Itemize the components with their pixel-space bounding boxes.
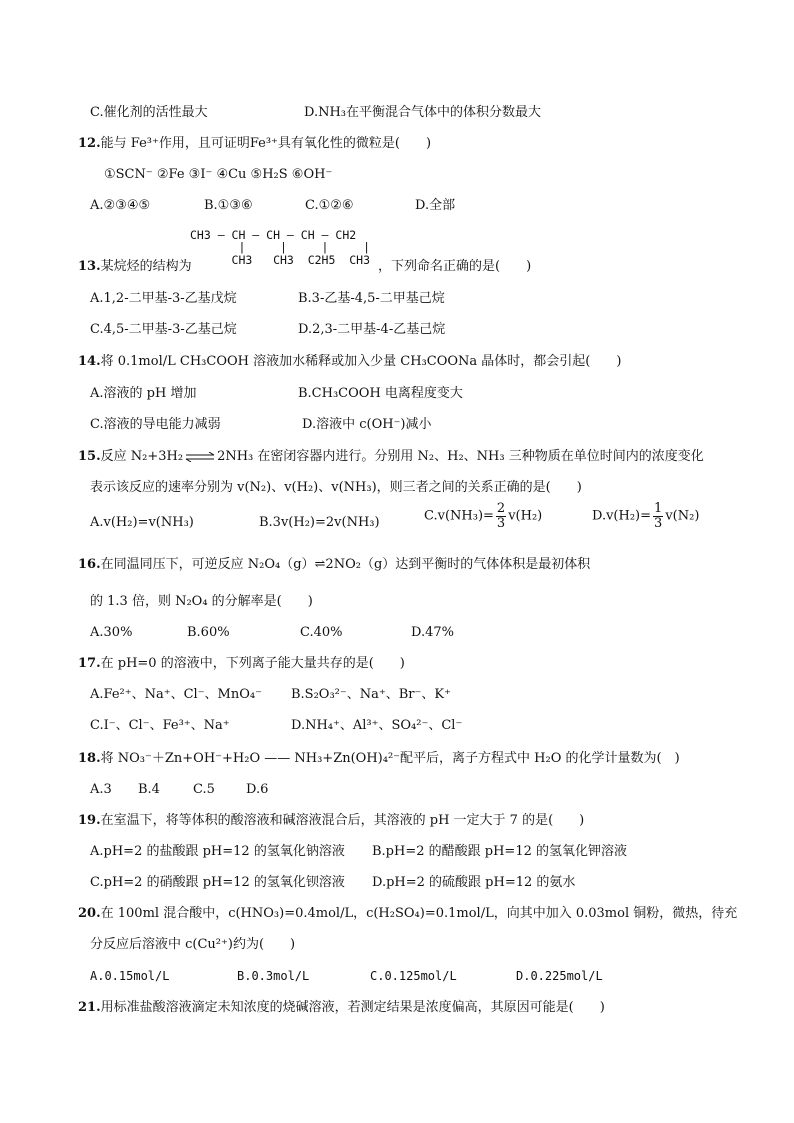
q21-question	[78, 1001, 605, 1014]
q13-stem-post: ，下列命名正确的是( )	[378, 259, 532, 274]
q17-option-d: D.NH₄⁺、Al³⁺、SO₄²⁻、Cl⁻	[291, 718, 463, 733]
q15-option-d-pre: D.v(H₂)=	[592, 508, 652, 524]
fraction-numerator: 2	[496, 501, 506, 516]
q19-number: 19.	[78, 813, 101, 828]
q19-option-b: B.pH=2 的醋酸跟 pH=12 的氢氧化钾溶液	[372, 844, 627, 859]
fraction-numerator: 1	[654, 501, 663, 516]
q15-option-b: B.3v(H₂)=2v(NH₃)	[259, 515, 380, 530]
q19-option-a: A.pH=2 的盐酸跟 pH=12 的氢氧化钠溶液	[90, 844, 345, 859]
q18-option-a: A.3	[90, 782, 112, 797]
q16-stem: 在同温同压下，可逆反应 N₂O₄（g）⇌2NO₂（g）达到平衡时的气体体积是最初体积	[100, 557, 591, 572]
structure-main-chain: CH3 — CH — CH — CH — CH2	[190, 228, 357, 242]
q12-items: ①SCN⁻ ②Fe ③I⁻ ④Cu ⑤H₂S ⑥OH⁻	[104, 167, 333, 182]
q13-option-b: B.3-乙基-4,5-二甲基己烷	[298, 291, 445, 306]
q20-option-a: A.0.15mol/L	[90, 969, 170, 983]
q21-number: 21.	[78, 1000, 101, 1015]
q13-option-d: D.2,3-二甲基-4-乙基己烷	[298, 322, 446, 337]
q18-question	[78, 752, 680, 765]
q12-option-c: C.①②⑥	[305, 198, 354, 213]
q15-option-c-post: v(H₂)	[508, 508, 543, 524]
q15-stem-b: 2NH₃ 在密闭容器内进行。分别用 N₂、H₂、NH₃ 三种物质在单位时间内的浓度变化	[217, 449, 704, 464]
structure-substituents: CH3 CH3 C2H5 CH3	[190, 253, 371, 267]
q19-option-d: D.pH=2 的硫酸跟 pH=12 的氨水	[372, 875, 576, 890]
q18-option-d: D.6	[246, 782, 269, 797]
q12-question	[78, 137, 431, 150]
q11-option-c: C.催化剂的活性最大	[90, 105, 208, 120]
q18-number: 18.	[78, 751, 101, 766]
q16-question	[78, 558, 590, 571]
q16-option-b: B.60%	[187, 625, 230, 640]
q13-option-a: A.1,2-二甲基-3-乙基戊烷	[90, 291, 237, 306]
fraction-denominator: 3	[654, 515, 663, 531]
q15-option-d-post: v(N₂)	[665, 508, 700, 524]
q21-stem: 用标准盐酸溶液滴定未知浓度的烧碱溶液，若测定结果是浓度偏高，其原因可能是( )	[100, 1000, 605, 1015]
q20-question	[78, 907, 737, 920]
q19-stem: 在室温下，将等体积的酸溶液和碱溶液混合后，其溶液的 pH 一定大于 7 的是( )	[100, 813, 585, 828]
q12-number: 12.	[78, 136, 101, 151]
q16-option-c: C.40%	[300, 625, 343, 640]
q17-option-b: B.S₂O₃²⁻、Na⁺、Br⁻、K⁺	[291, 687, 451, 702]
q18-stem: 将 NO₃⁻＋Zn+OH⁻+H₂O —— NH₃+Zn(OH)₄²⁻配平后，离子方程式中 H₂O 的化学计量数为( )	[100, 751, 680, 766]
q15-option-a: A.v(H₂)=v(NH₃)	[90, 515, 194, 530]
q13-stem-pre: 某烷烃的结构为	[100, 259, 192, 274]
equilibrium-arrow-icon	[185, 452, 215, 462]
q16-stem-line2: 的 1.3 倍，则 N₂O₄ 的分解率是( )	[90, 594, 313, 609]
q14-option-c: C.溶液的导电能力减弱	[90, 417, 221, 432]
q19-question	[78, 814, 584, 827]
q14-stem: 将 0.1mol/L CH₃COOH 溶液加水稀释或加入少量 CH₃COONa 晶体时，都会引起( )	[100, 354, 622, 369]
q18-option-b: B.4	[138, 782, 160, 797]
q17-stem: 在 pH=0 的溶液中，下列离子能大量共存的是( )	[100, 656, 405, 671]
q15-stem-line2: 表示该反应的速率分别为 v(N₂)、v(H₂)、v(NH₃)，则三者之间的关系正确的是( )	[90, 480, 582, 495]
q17-number: 17.	[78, 656, 101, 671]
q20-stem: 在 100ml 混合酸中，c(HNO₃)=0.4mol/L，c(H₂SO₄)=0.1mol/L，向其中加入 0.03mol 铜粉，微热，待充	[100, 906, 738, 921]
q13-question	[78, 260, 192, 273]
q12-stem: 能与 Fe³⁺作用，且可证明Fe³⁺具有氧化性的微粒是( )	[100, 136, 432, 151]
q16-option-d: D.47%	[411, 625, 454, 640]
q14-number: 14.	[78, 354, 101, 369]
q15-option-c	[424, 502, 542, 530]
q12-option-b: B.①③⑥	[204, 198, 253, 213]
q13-number: 13.	[78, 259, 101, 274]
q20-number: 20.	[78, 906, 101, 921]
q16-option-a: A.30%	[90, 625, 133, 640]
q20-option-c: C.0.125mol/L	[370, 969, 457, 983]
fraction-one-third	[653, 502, 663, 530]
q17-option-c: C.I⁻、Cl⁻、Fe³⁺、Na⁺	[90, 718, 230, 733]
q18-option-c: C.5	[193, 782, 215, 797]
q15-stem-a: 反应 N₂+3H₂	[100, 449, 184, 464]
fraction-denominator: 3	[496, 515, 506, 531]
q17-option-a: A.Fe²⁺、Na⁺、Cl⁻、MnO₄⁻	[90, 687, 262, 702]
q15-option-c-pre: C.v(NH₃)=	[424, 508, 494, 524]
q14-option-a: A.溶液的 pH 增加	[90, 386, 197, 401]
q14-option-d: D.溶液中 c(OH⁻)减小	[302, 417, 432, 432]
q20-stem-line2: 分反应后溶液中 c(Cu²⁺)约为( )	[90, 937, 296, 952]
q15-question	[78, 450, 704, 463]
q15-number: 15.	[78, 449, 101, 464]
q13-option-c: C.4,5-二甲基-3-乙基己烷	[90, 322, 237, 337]
q14-question	[78, 355, 621, 368]
q20-option-b: B.0.3mol/L	[237, 969, 310, 983]
q20-option-d: D.0.225mol/L	[516, 969, 603, 983]
q13-structure-formula	[190, 230, 390, 272]
q19-option-c: C.pH=2 的硝酸跟 pH=12 的氢氧化钡溶液	[90, 875, 345, 890]
q16-number: 16.	[78, 557, 101, 572]
structure-bonds: | | | |	[190, 240, 371, 254]
q17-question	[78, 657, 405, 670]
fraction-two-thirds	[496, 502, 506, 530]
q12-option-d: D.全部	[415, 198, 456, 213]
q12-option-a: A.②③④⑤	[90, 198, 151, 213]
q15-option-d	[592, 502, 699, 530]
q14-option-b: B.CH₃COOH 电离程度变大	[298, 386, 463, 401]
q11-option-d: D.NH₃在平衡混合气体中的体积分数最大	[304, 105, 542, 120]
